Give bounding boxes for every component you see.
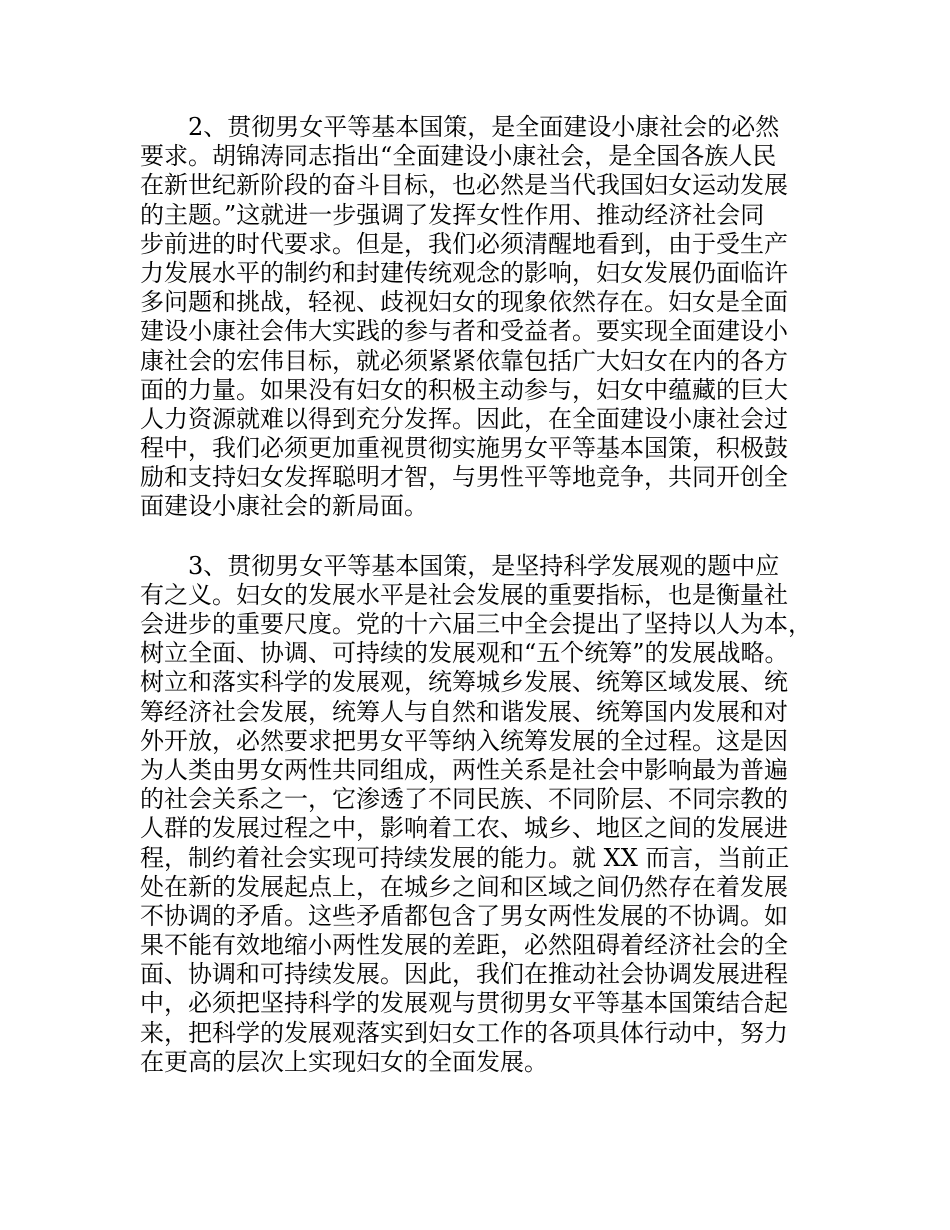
- paragraph-line: 多问题和挑战，轻视、歧视妇女的现象依然存在。妇女是全面: [140, 288, 788, 317]
- paragraph-line: 在新世纪新阶段的奋斗目标，也必然是当代我国妇女运动发展: [140, 171, 788, 200]
- paragraph-line: 在更高的层次上实现妇女的全面发展。: [140, 1047, 548, 1076]
- document-body: [140, 113, 820, 1077]
- paragraph-line: 不协调的矛盾。这些矛盾都包含了男女两性发展的不协调。如: [140, 901, 788, 930]
- paragraph-line: 要求。胡锦涛同志指出“全面建设小康社会，是全国各族人民: [140, 142, 777, 171]
- paragraph-line: 康社会的宏伟目标，就必须紧紧依靠包括广大妇女在内的各方: [140, 346, 788, 375]
- paragraph-line: 面、协调和可持续发展。因此，我们在推动社会协调发展进程: [140, 960, 788, 989]
- paragraph-line: 面的力量。如果没有妇女的积极主动参与，妇女中蕴藏的巨大: [140, 375, 788, 404]
- paragraph-line: 果不能有效地缩小两性发展的差距，必然阻碍着经济社会的全: [140, 931, 788, 960]
- paragraph-line: 程，制约着社会实现可持续发展的能力。就 XX 而言，当前正: [140, 843, 790, 872]
- paragraph-line: 树立和落实科学的发展观，统筹城乡发展、统筹区域发展、统: [140, 668, 788, 697]
- paragraph-line: 步前进的时代要求。但是，我们必须清醒地看到，由于受生产: [140, 229, 788, 258]
- paragraph-line: 人力资源就难以得到充分发挥。因此，在全面建设小康社会过: [140, 404, 788, 433]
- paragraph-line: 处在新的发展起点上，在城乡之间和区域之间仍然存在着发展: [140, 872, 788, 901]
- paragraph-line: 励和支持妇女发挥聪明才智，与男性平等地竞争，共同开创全: [140, 463, 788, 492]
- paragraph-line: 3、贯彻男女平等基本国策，是坚持科学发展观的题中应: [188, 551, 780, 580]
- paragraph-line: 筹经济社会发展，统筹人与自然和谐发展、统筹国内发展和对: [140, 697, 788, 726]
- paragraph-line: 人群的发展过程之中，影响着工农、城乡、地区之间的发展进: [140, 814, 788, 843]
- paragraph-spacer: [140, 522, 820, 552]
- paragraph-line: 2、贯彻男女平等基本国策，是全面建设小康社会的必然: [188, 113, 780, 141]
- paragraph-line: 程中，我们必须更加重视贯彻实施男女平等基本国策，积极鼓: [140, 434, 788, 463]
- paragraph-line: 树立全面、协调、可持续的发展观和“五个统筹”的发展战略。: [140, 639, 789, 668]
- paragraph-line: 来，把科学的发展观落实到妇女工作的各项具体行动中，努力: [140, 1018, 788, 1047]
- paragraph-2: [140, 113, 820, 522]
- paragraph-line: 会进步的重要尺度。党的十六届三中全会提出了坚持以人为本，: [140, 610, 812, 638]
- paragraph-line: 为人类由男女两性共同组成，两性关系是社会中影响最为普遍: [140, 755, 788, 784]
- paragraph-line: 有之义。妇女的发展水平是社会发展的重要指标，也是衡量社: [140, 580, 788, 609]
- paragraph-line: 建设小康社会伟大实践的参与者和受益者。要实现全面建设小: [140, 317, 788, 346]
- paragraph-line: 外开放，必然要求把男女平等纳入统筹发展的全过程。这是因: [140, 726, 788, 755]
- paragraph-3: [140, 552, 820, 1077]
- paragraph-line: 的主题。”这就进一步强调了发挥女性作用、推动经济社会同: [140, 200, 765, 229]
- paragraph-line: 力发展水平的制约和封建传统观念的影响，妇女发展仍面临许: [140, 258, 788, 287]
- paragraph-line: 面建设小康社会的新局面。: [140, 492, 428, 521]
- paragraph-line: 的社会关系之一，它渗透了不同民族、不同阶层、不同宗教的: [140, 785, 788, 814]
- paragraph-line: 中，必须把坚持科学的发展观与贯彻男女平等基本国策结合起: [140, 989, 788, 1018]
